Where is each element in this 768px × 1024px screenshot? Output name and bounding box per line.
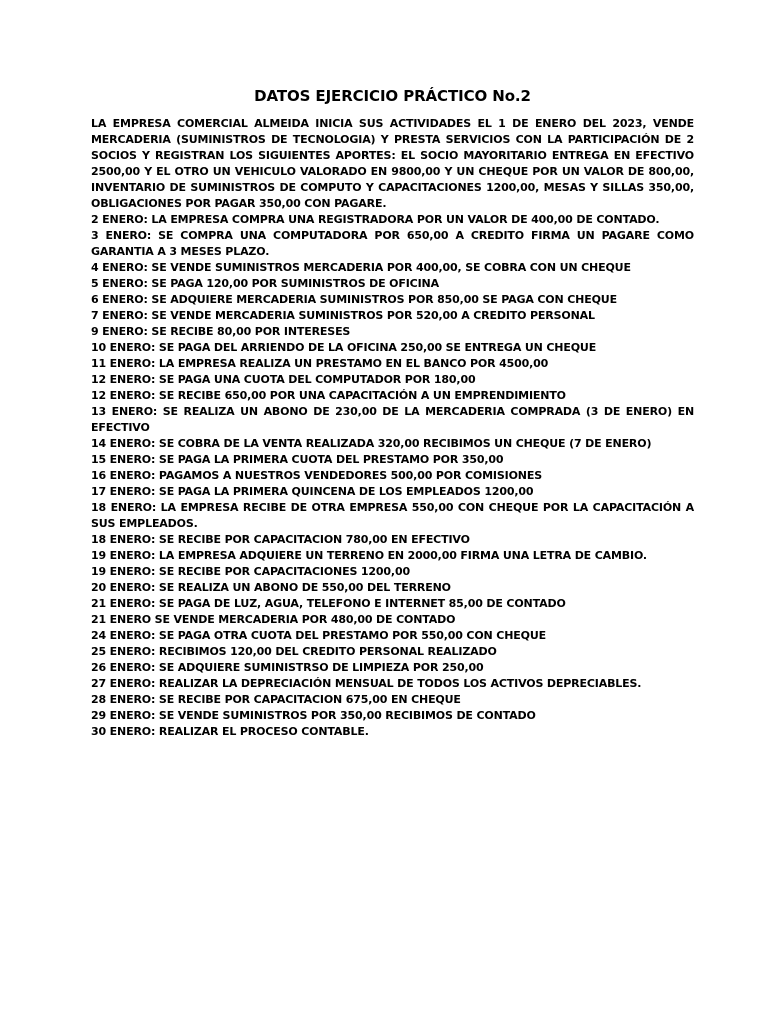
entry-item: 6 ENERO: SE ADQUIERE MERCADERIA SUMINISTROS POR 850,00 SE PAGA CON CHEQUE: [91, 293, 617, 306]
entry-item: 28 ENERO: SE RECIBE POR CAPACITACION 675,00 EN CHEQUE: [91, 693, 461, 706]
entry-item: 15 ENERO: SE PAGA LA PRIMERA CUOTA DEL PRESTAMO POR 350,00: [91, 453, 504, 466]
entry-item: 25 ENERO: RECIBIMOS 120,00 DEL CREDITO PERSONAL REALIZADO: [91, 645, 497, 658]
entry-item: 18 ENERO: LA EMPRESA RECIBE DE OTRA EMPRESA 550,00 CON CHEQUE POR LA CAPACITACIÓN A SUS EMPLEADOS.: [91, 501, 694, 530]
entries-list: [91, 212, 694, 740]
page-title: DATOS EJERCICIO PRÁCTICO No.2: [254, 87, 531, 105]
entry-item: 27 ENERO: REALIZAR LA DEPRECIACIÓN MENSUAL DE TODOS LOS ACTIVOS DEPRECIABLES.: [91, 677, 642, 690]
entry-item: 21 ENERO: SE PAGA DE LUZ, AGUA, TELEFONO E INTERNET 85,00 DE CONTADO: [91, 597, 566, 610]
intro-paragraph: LA EMPRESA COMERCIAL ALMEIDA INICIA SUS ACTIVIDADES EL 1 DE ENERO DEL 2023, VENDE MERCADERIA (SUMINISTROS DE TECNOLOGIA) Y PRESTA SERVICIOS CON LA PARTICIPACIÓN DE 2 SOCIOS Y REGISTRAN LOS SIGUIENTES APORTES: EL SOCIO MAYORITARIO ENTREGA EN EFECTIVO 2500,00 Y EL OTRO UN VEHICULO VALORADO EN 9800,00 Y UN CHEQUE POR UN VALOR DE 800,00, INVENTARIO DE SUMINISTROS DE COMPUTO Y CAPACITACIONES 1200,00, MESAS Y SILLAS 350,00, OBLIGACIONES POR PAGAR 350,00 CON PAGARE.: [91, 117, 694, 210]
entry-item: 12 ENERO: SE PAGA UNA CUOTA DEL COMPUTADOR POR 180,00: [91, 373, 476, 386]
entry-item: 13 ENERO: SE REALIZA UN ABONO DE 230,00 DE LA MERCADERIA COMPRADA (3 DE ENERO) EN EFECTIVO: [91, 405, 694, 434]
entry-item: 19 ENERO: LA EMPRESA ADQUIERE UN TERRENO EN 2000,00 FIRMA UNA LETRA DE CAMBIO.: [91, 549, 647, 562]
entry-item: 12 ENERO: SE RECIBE 650,00 POR UNA CAPACITACIÓN A UN EMPRENDIMIENTO: [91, 389, 566, 402]
entry-item: 16 ENERO: PAGAMOS A NUESTROS VENDEDORES 500,00 POR COMISIONES: [91, 469, 542, 482]
entry-item: 21 ENERO SE VENDE MERCADERIA POR 480,00 DE CONTADO: [91, 613, 456, 626]
entry-item: 17 ENERO: SE PAGA LA PRIMERA QUINCENA DE LOS EMPLEADOS 1200,00: [91, 485, 534, 498]
entry-item: 19 ENERO: SE RECIBE POR CAPACITACIONES 1200,00: [91, 565, 410, 578]
entry-item: 14 ENERO: SE COBRA DE LA VENTA REALIZADA 320,00 RECIBIMOS UN CHEQUE (7 DE ENERO): [91, 437, 652, 450]
document-page: [91, 86, 694, 740]
entry-item: 9 ENERO: SE RECIBE 80,00 POR INTERESES: [91, 325, 351, 338]
entry-item: 5 ENERO: SE PAGA 120,00 POR SUMINISTROS DE OFICINA: [91, 277, 439, 290]
entry-item: 26 ENERO: SE ADQUIERE SUMINISTRSO DE LIMPIEZA POR 250,00: [91, 661, 484, 674]
entry-item: 29 ENERO: SE VENDE SUMINISTROS POR 350,00 RECIBIMOS DE CONTADO: [91, 709, 536, 722]
entry-item: 30 ENERO: REALIZAR EL PROCESO CONTABLE.: [91, 725, 369, 738]
entry-item: 7 ENERO: SE VENDE MERCADERIA SUMINISTROS POR 520,00 A CREDITO PERSONAL: [91, 309, 595, 322]
entry-item: 20 ENERO: SE REALIZA UN ABONO DE 550,00 DEL TERRENO: [91, 581, 451, 594]
entry-item: 10 ENERO: SE PAGA DEL ARRIENDO DE LA OFICINA 250,00 SE ENTREGA UN CHEQUE: [91, 341, 597, 354]
entry-item: 18 ENERO: SE RECIBE POR CAPACITACION 780,00 EN EFECTIVO: [91, 533, 470, 546]
entry-item: 3 ENERO: SE COMPRA UNA COMPUTADORA POR 650,00 A CREDITO FIRMA UN PAGARE COMO GARANTIA A 3 MESES PLAZO.: [91, 229, 694, 258]
entry-item: 4 ENERO: SE VENDE SUMINISTROS MERCADERIA POR 400,00, SE COBRA CON UN CHEQUE: [91, 261, 631, 274]
entry-item: 24 ENERO: SE PAGA OTRA CUOTA DEL PRESTAMO POR 550,00 CON CHEQUE: [91, 629, 546, 642]
entry-item: 2 ENERO: LA EMPRESA COMPRA UNA REGISTRADORA POR UN VALOR DE 400,00 DE CONTADO.: [91, 213, 660, 226]
entry-item: 11 ENERO: LA EMPRESA REALIZA UN PRESTAMO EN EL BANCO POR 4500,00: [91, 357, 549, 370]
